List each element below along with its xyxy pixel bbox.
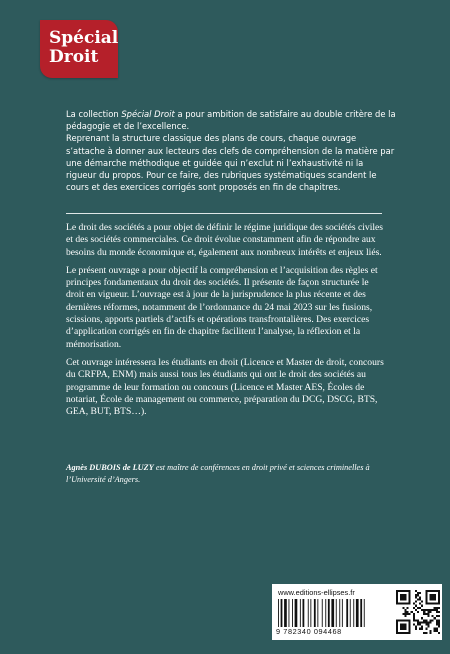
summary-paragraph-3: Cet ouvrage intéressera les étudiants en droit (Licence et Master de droit, concours du CRFPA, ENM) mais aussi tous les étudiants qui ont le droit des sociétés au programme de leur formation ou concours (Licence et Master AES, Écoles de notariat, École de management ou commerce, préparation du DCG, DSCG, BTS, GEA, BUT, BTS…). [66, 356, 384, 418]
isbn-barcode [278, 599, 368, 627]
summary-paragraph-1: Le droit des sociétés a pour objet de définir le régime juridique des sociétés civiles et des sociétés commerciales. Ce droit évolue constamment afin de répondre aux besoins du monde économique et, également aux nombreux intérêts et enjeux liés. [66, 222, 384, 258]
publisher-website: www.editions-ellipses.fr [278, 588, 355, 597]
qr-code [396, 590, 440, 634]
collection-paragraph-2: Reprenant la structure classique des plans de cours, chaque ouvrage s’attache à donner aux lecteurs des clefs de compréhension de la matière par une démarche méthodique et guidée qui n’exclut ni l’exhaustivité ni la rigueur du propos. Pour ce faire, des rubriques systématiques scandent le cours et des exercices corrigés sont proposés en fin de chapitres. [66, 133, 395, 193]
author-description: est maître de conférences en droit privé et sciences criminelles à l’Université d’Angers. [66, 463, 370, 484]
isbn-number: 9 782340 094468 [276, 627, 342, 636]
author-name: Agnès DUBOIS de LUZY [66, 463, 154, 472]
logo-line-1: Spécial [49, 28, 119, 48]
barcode-panel [272, 584, 442, 640]
collection-logo [40, 20, 118, 78]
author-bio [66, 462, 396, 486]
book-summary [66, 222, 388, 424]
collection-text-start: La collection [66, 109, 122, 119]
collection-name: Spécial Droit [121, 109, 175, 119]
collection-paragraph-1 [66, 108, 396, 132]
collection-description [66, 108, 396, 193]
logo-line-2: Droit [49, 47, 99, 67]
summary-paragraph-2: Le présent ouvrage a pour objectif la compréhension et l’acquisition des règles et principes fondamentaux du droit des sociétés. Il présente de façon structurée le droit en vigueur. L’ouvrage est à jour de la jurisprudence la plus récente et des dernières réformes, notamment de l’ordonnance du 24 mai 2023 sur les fusions, scissions, apports partiels d’actifs et opérations transfrontalières. Des exercices d’application corrigés en fin de chapitre facilitent l’analyse, la réflexion et la mémorisation. [66, 264, 378, 350]
section-divider [66, 213, 382, 214]
collection-text-end: a pour ambition de satisfaire au double critère de la pédagogie et de l’excellence. [66, 109, 396, 132]
